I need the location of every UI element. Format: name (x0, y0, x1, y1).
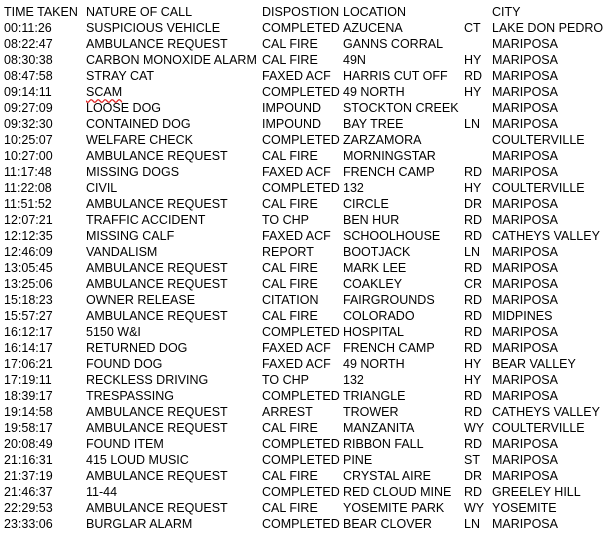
call-log-table (0, 4, 614, 532)
cell-suffix: HY (464, 85, 482, 99)
cell-time: 16:12:17 (4, 325, 53, 339)
table-row (0, 372, 614, 388)
cell-disposition: CITATION (262, 293, 319, 307)
cell-location: CIRCLE (343, 197, 389, 211)
cell-city: MARIPOSA (492, 373, 558, 387)
cell-disposition: FAXED ACF (262, 229, 331, 243)
cell-location: BEAR CLOVER (343, 517, 432, 531)
cell-disposition: TO CHP (262, 213, 309, 227)
cell-disposition: FAXED ACF (262, 341, 331, 355)
cell-disposition: ARREST (262, 405, 313, 419)
cell-time: 15:57:27 (4, 309, 53, 323)
cell-suffix: HY (464, 181, 482, 195)
cell-location: COAKLEY (343, 277, 403, 291)
cell-disposition: COMPLETED (262, 453, 340, 467)
cell-city: MIDPINES (492, 309, 553, 323)
cell-call: VANDALISM (86, 245, 158, 259)
cell-time: 09:32:30 (4, 117, 53, 131)
cell-suffix: RD (464, 341, 483, 355)
cell-city: MARIPOSA (492, 213, 558, 227)
cell-disposition: IMPOUND (262, 101, 322, 115)
cell-call: AMBULANCE REQUEST (86, 469, 228, 483)
cell-location: RIBBON FALL (343, 437, 424, 451)
cell-location: MORNINGSTAR (343, 149, 436, 163)
table-row (0, 100, 614, 116)
cell-city: CATHEYS VALLEY (492, 405, 600, 419)
cell-suffix: RD (464, 213, 483, 227)
cell-city: COULTERVILLE (492, 181, 585, 195)
cell-city: MARIPOSA (492, 101, 558, 115)
cell-location: ZARZAMORA (343, 133, 422, 147)
cell-time: 12:46:09 (4, 245, 53, 259)
cell-location: YOSEMITE PARK (343, 501, 445, 515)
cell-disposition: COMPLETED (262, 485, 340, 499)
cell-city: BEAR VALLEY (492, 357, 576, 371)
table-row (0, 36, 614, 52)
cell-location: COLORADO (343, 309, 415, 323)
cell-call: AMBULANCE REQUEST (86, 37, 228, 51)
cell-disposition: CAL FIRE (262, 469, 318, 483)
cell-disposition: CAL FIRE (262, 197, 318, 211)
cell-city: COULTERVILLE (492, 133, 585, 147)
cell-time: 18:39:17 (4, 389, 53, 403)
cell-call: BURGLAR ALARM (86, 517, 193, 531)
table-row (0, 244, 614, 260)
cell-location: MANZANITA (343, 421, 415, 435)
table-row (0, 452, 614, 468)
cell-time: 15:18:23 (4, 293, 53, 307)
cell-time: 17:19:11 (4, 373, 52, 387)
cell-suffix: LN (464, 517, 480, 531)
cell-location: PINE (343, 453, 373, 467)
header-row (0, 4, 614, 20)
cell-city: MARIPOSA (492, 149, 558, 163)
cell-time: 12:12:35 (4, 229, 53, 243)
cell-call: RECKLESS DRIVING (86, 373, 209, 387)
table-row (0, 180, 614, 196)
cell-time: 21:46:37 (4, 485, 53, 499)
table-row (0, 468, 614, 484)
cell-city: MARIPOSA (492, 245, 558, 259)
header-city: CITY (492, 5, 521, 19)
table-row (0, 212, 614, 228)
header-call: NATURE OF CALL (86, 5, 193, 19)
table-row (0, 228, 614, 244)
cell-city: MARIPOSA (492, 453, 558, 467)
cell-city: MARIPOSA (492, 53, 558, 67)
cell-suffix: DR (464, 469, 483, 483)
cell-time: 13:25:06 (4, 277, 53, 291)
cell-disposition: COMPLETED (262, 437, 340, 451)
table-row (0, 356, 614, 372)
cell-suffix: RD (464, 293, 483, 307)
table-row (0, 484, 614, 500)
table-row (0, 196, 614, 212)
cell-call: FOUND DOG (86, 357, 163, 371)
cell-suffix: HY (464, 373, 482, 387)
cell-disposition: CAL FIRE (262, 261, 318, 275)
cell-suffix: RD (464, 437, 483, 451)
cell-suffix: DR (464, 197, 483, 211)
table-row (0, 84, 614, 100)
cell-time: 21:16:31 (4, 453, 53, 467)
cell-city: MARIPOSA (492, 469, 558, 483)
cell-disposition: CAL FIRE (262, 277, 318, 291)
call-log-rows (0, 20, 614, 532)
cell-city: MARIPOSA (492, 165, 558, 179)
table-row (0, 52, 614, 68)
cell-call: AMBULANCE REQUEST (86, 277, 228, 291)
cell-city: MARIPOSA (492, 117, 558, 131)
cell-call: 5150 W&I (86, 325, 141, 339)
cell-location: FRENCH CAMP (343, 341, 435, 355)
cell-time: 08:47:58 (4, 69, 53, 83)
table-row (0, 420, 614, 436)
cell-suffix: RD (464, 165, 483, 179)
cell-call: TRAFFIC ACCIDENT (86, 213, 206, 227)
cell-location: BEN HUR (343, 213, 400, 227)
cell-call: STRAY CAT (86, 69, 155, 83)
cell-city: MARIPOSA (492, 437, 558, 451)
cell-call: TRESPASSING (86, 389, 174, 403)
table-row (0, 132, 614, 148)
cell-call: AMBULANCE REQUEST (86, 197, 228, 211)
cell-disposition: CAL FIRE (262, 421, 318, 435)
cell-call: MISSING CALF (86, 229, 175, 243)
cell-location: 132 (343, 373, 364, 387)
cell-disposition: CAL FIRE (262, 149, 318, 163)
cell-suffix: RD (464, 485, 483, 499)
cell-call: CARBON MONOXIDE ALARM (86, 53, 257, 67)
cell-disposition: COMPLETED (262, 133, 340, 147)
cell-suffix: RD (464, 389, 483, 403)
cell-time: 08:30:38 (4, 53, 53, 67)
cell-time: 13:05:45 (4, 261, 53, 275)
table-row (0, 436, 614, 452)
cell-city: MARIPOSA (492, 261, 558, 275)
cell-disposition: REPORT (262, 245, 314, 259)
cell-location: STOCKTON CREEK (343, 101, 459, 115)
cell-suffix: RD (464, 325, 483, 339)
cell-location: GANNS CORRAL (343, 37, 444, 51)
cell-time: 21:37:19 (4, 469, 53, 483)
cell-time: 22:29:53 (4, 501, 53, 515)
cell-disposition: FAXED ACF (262, 69, 331, 83)
table-row (0, 276, 614, 292)
cell-call: OWNER RELEASE (86, 293, 196, 307)
cell-call: RETURNED DOG (86, 341, 188, 355)
header-disposition: DISPOSTION (262, 5, 340, 19)
table-row (0, 68, 614, 84)
cell-location: 49 NORTH (343, 85, 405, 99)
cell-call: MISSING DOGS (86, 165, 180, 179)
cell-time: 09:27:09 (4, 101, 53, 115)
cell-city: MARIPOSA (492, 389, 558, 403)
cell-disposition: FAXED ACF (262, 165, 331, 179)
cell-disposition: IMPOUND (262, 117, 322, 131)
header-location: LOCATION (343, 5, 406, 19)
cell-call: 11-44 (86, 485, 118, 499)
cell-disposition: COMPLETED (262, 517, 340, 531)
cell-disposition: COMPLETED (262, 85, 340, 99)
table-row (0, 324, 614, 340)
table-row (0, 340, 614, 356)
cell-disposition: CAL FIRE (262, 53, 318, 67)
cell-city: MARIPOSA (492, 517, 558, 531)
cell-suffix: CR (464, 277, 483, 291)
cell-time: 23:33:06 (4, 517, 53, 531)
cell-city: COULTERVILLE (492, 421, 585, 435)
cell-time: 16:14:17 (4, 341, 53, 355)
cell-city: MARIPOSA (492, 341, 558, 355)
cell-location: 49N (343, 53, 366, 67)
cell-time: 12:07:21 (4, 213, 53, 227)
cell-location: TROWER (343, 405, 399, 419)
cell-city: MARIPOSA (492, 85, 558, 99)
cell-location: HOSPITAL (343, 325, 404, 339)
cell-suffix: WY (464, 421, 485, 435)
cell-city: MARIPOSA (492, 277, 558, 291)
table-row (0, 20, 614, 36)
cell-time: 10:25:07 (4, 133, 53, 147)
cell-location: AZUCENA (343, 21, 403, 35)
cell-city: CATHEYS VALLEY (492, 229, 600, 243)
table-row (0, 148, 614, 164)
cell-city: MARIPOSA (492, 37, 558, 51)
table-row (0, 516, 614, 532)
cell-suffix: ST (464, 453, 480, 467)
cell-suffix: CT (464, 21, 481, 35)
cell-call: WELFARE CHECK (86, 133, 193, 147)
table-row (0, 308, 614, 324)
cell-disposition: CAL FIRE (262, 37, 318, 51)
cell-time: 20:08:49 (4, 437, 53, 451)
cell-disposition: COMPLETED (262, 181, 340, 195)
cell-suffix: RD (464, 229, 483, 243)
table-row (0, 116, 614, 132)
cell-call: AMBULANCE REQUEST (86, 501, 228, 515)
cell-location: MARK LEE (343, 261, 407, 275)
cell-city: GREELEY HILL (492, 485, 581, 499)
cell-time: 17:06:21 (4, 357, 53, 371)
cell-location: 132 (343, 181, 364, 195)
cell-time: 19:14:58 (4, 405, 53, 419)
cell-city: MARIPOSA (492, 325, 558, 339)
cell-time: 11:17:48 (4, 165, 52, 179)
cell-time: 19:58:17 (4, 421, 53, 435)
cell-location: BAY TREE (343, 117, 404, 131)
cell-disposition: COMPLETED (262, 325, 340, 339)
table-row (0, 500, 614, 516)
cell-call: SUSPICIOUS VEHICLE (86, 21, 221, 35)
cell-time: 08:22:47 (4, 37, 53, 51)
cell-call: AMBULANCE REQUEST (86, 149, 228, 163)
cell-time: 11:51:52 (4, 197, 52, 211)
cell-suffix: RD (464, 405, 483, 419)
cell-suffix: LN (464, 117, 480, 131)
cell-call: CIVIL (86, 181, 118, 195)
table-row (0, 292, 614, 308)
cell-location: SCHOOLHOUSE (343, 229, 441, 243)
cell-suffix: LN (464, 245, 480, 259)
cell-disposition: FAXED ACF (262, 357, 331, 371)
cell-suffix: HY (464, 53, 482, 67)
cell-time: 10:27:00 (4, 149, 53, 163)
cell-time: 00:11:26 (4, 21, 52, 35)
cell-city: MARIPOSA (492, 69, 558, 83)
cell-call: SCAM (86, 85, 123, 99)
table-row (0, 164, 614, 180)
cell-time: 11:22:08 (4, 181, 52, 195)
cell-call: LOOSE DOG (86, 101, 162, 115)
cell-disposition: CAL FIRE (262, 309, 318, 323)
cell-location: FRENCH CAMP (343, 165, 435, 179)
cell-location: FAIRGROUNDS (343, 293, 435, 307)
cell-city: MARIPOSA (492, 293, 558, 307)
cell-location: HARRIS CUT OFF (343, 69, 448, 83)
cell-city: MARIPOSA (492, 197, 558, 211)
cell-time: 09:14:11 (4, 85, 52, 99)
cell-city: YOSEMITE (492, 501, 557, 515)
cell-suffix: HY (464, 357, 482, 371)
cell-city: LAKE DON PEDRO (492, 21, 604, 35)
cell-call: AMBULANCE REQUEST (86, 261, 228, 275)
table-row (0, 260, 614, 276)
cell-suffix: RD (464, 261, 483, 275)
cell-call: 415 LOUD MUSIC (86, 453, 189, 467)
cell-suffix: WY (464, 501, 485, 515)
cell-location: TRIANGLE (343, 389, 406, 403)
cell-disposition: COMPLETED (262, 21, 340, 35)
table-row (0, 388, 614, 404)
cell-disposition: CAL FIRE (262, 501, 318, 515)
cell-location: 49 NORTH (343, 357, 405, 371)
table-row (0, 404, 614, 420)
cell-call: FOUND ITEM (86, 437, 164, 451)
cell-call: AMBULANCE REQUEST (86, 421, 228, 435)
cell-call: AMBULANCE REQUEST (86, 405, 228, 419)
cell-suffix: RD (464, 309, 483, 323)
cell-location: CRYSTAL AIRE (343, 469, 431, 483)
cell-disposition: COMPLETED (262, 389, 340, 403)
cell-disposition: TO CHP (262, 373, 309, 387)
cell-location: RED CLOUD MINE (343, 485, 452, 499)
header-time: TIME TAKEN (4, 5, 78, 19)
cell-call: AMBULANCE REQUEST (86, 309, 228, 323)
cell-location: BOOTJACK (343, 245, 411, 259)
cell-call: CONTAINED DOG (86, 117, 191, 131)
cell-suffix: RD (464, 69, 483, 83)
